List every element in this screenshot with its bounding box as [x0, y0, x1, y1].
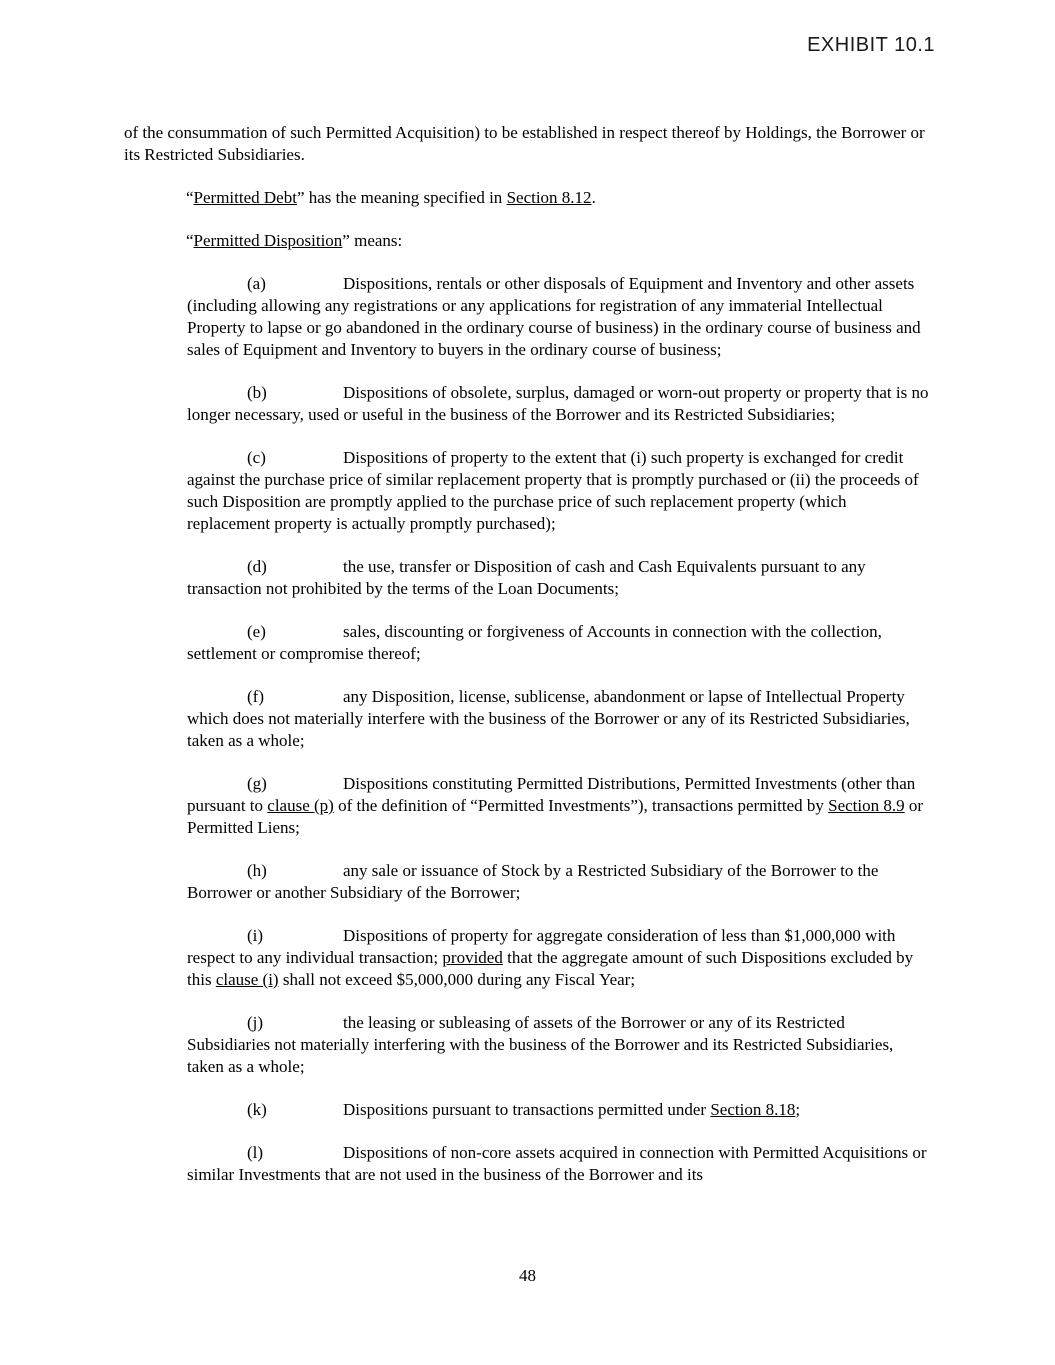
text-run: ; — [795, 1100, 801, 1119]
clause-paragraph — [187, 860, 930, 904]
clause-paragraph — [187, 1012, 930, 1078]
text-run: any sale or issuance of Stock by a Restricted Subsidiary of the Borrower to the Borrower or another Subsidiary of the Borrower; — [187, 861, 879, 902]
underlined-term: Section 8.12 — [506, 188, 592, 207]
clause-label: (a) — [247, 274, 266, 293]
text-run: Dispositions pursuant to transactions permitted under — [343, 1100, 711, 1119]
underlined-term: Permitted Debt — [193, 188, 297, 207]
clause-paragraph — [187, 773, 930, 839]
text-run: any Disposition, license, sublicense, abandonment or lapse of Intellectual Property which does not materially interfere with the business of the Borrower or any of its Restricted Subsidiaries, taken as a whole; — [187, 687, 910, 750]
text-run: Dispositions of obsolete, surplus, damaged or worn-out property or property that is no longer necessary, used or useful in the business of the Borrower and its Restricted Subsidiaries; — [187, 383, 929, 424]
clause-label: (i) — [247, 926, 264, 945]
text-run: the leasing or subleasing of assets of the Borrower or any of its Restricted Subsidiaries not materially interfering with the business of the Borrower and its Restricted Subsidiaries, taken as a whole; — [187, 1013, 894, 1076]
text-run: sales, discounting or forgiveness of Accounts in connection with the collection, settlement or compromise thereof; — [187, 622, 882, 663]
text-run: “ — [186, 231, 194, 250]
text-run: of the consummation of such Permitted Acquisition) to be established in respect thereof by Holdings, the Borrower or its Restricted Subsidiaries. — [124, 123, 925, 164]
clause-label: (h) — [247, 861, 267, 880]
clause-paragraph — [187, 925, 930, 991]
underlined-term: Section 8.18 — [710, 1100, 796, 1119]
clause-paragraph — [187, 1099, 930, 1121]
clause-label: (j) — [247, 1013, 264, 1032]
text-run: shall not exceed $5,000,000 during any Fiscal Year; — [278, 970, 636, 989]
text-run: the use, transfer or Disposition of cash and Cash Equivalents pursuant to any transaction not prohibited by the terms of the Loan Documents; — [187, 557, 866, 598]
underlined-term: Section 8.9 — [828, 796, 905, 815]
clause-paragraph — [187, 556, 930, 600]
clause-label: (b) — [247, 383, 267, 402]
clause-label: (l) — [247, 1143, 264, 1162]
clause-label: (c) — [247, 448, 266, 467]
text-run: or Permitted Liens; — [187, 796, 924, 837]
text-run: ” has the meaning specified in — [296, 188, 507, 207]
text-run: Dispositions of property to the extent that (i) such property is exchanged for credit against the purchase price of similar replacement property that is promptly purchased or (ii) the proceeds of such Disposition are promptly applied to the purchase price of such replacement property (which replacement property is actually promptly purchased); — [187, 448, 919, 533]
document-body — [124, 122, 930, 1207]
clause-paragraph — [187, 447, 930, 535]
clause-label: (k) — [247, 1100, 267, 1119]
clause-paragraph — [187, 686, 930, 752]
text-run: “ — [186, 188, 194, 207]
underlined-term: clause (i) — [215, 970, 279, 989]
text-run: ” means: — [342, 231, 403, 250]
clause-paragraph — [187, 1142, 930, 1186]
clause-label: (g) — [247, 774, 267, 793]
clause-paragraph — [187, 621, 930, 665]
text-run: Dispositions of non-core assets acquired in connection with Permitted Acquisitions or similar Investments that are not used in the business of the Borrower and its — [187, 1143, 927, 1184]
clause-label: (d) — [247, 557, 267, 576]
page-number: 48 — [519, 1266, 536, 1285]
underlined-term: provided — [442, 948, 503, 967]
paragraph — [124, 230, 930, 252]
clause-label: (f) — [247, 687, 264, 706]
text-run: that the aggregate amount of such Dispositions excluded by this — [187, 948, 914, 989]
exhibit-label: EXHIBIT 10.1 — [807, 34, 935, 56]
text-run: Dispositions of property for aggregate consideration of less than $1,000,000 with respect to any individual transaction; — [187, 926, 896, 967]
paragraph — [124, 122, 930, 166]
underlined-term: Permitted Disposition — [193, 231, 343, 250]
clause-paragraph — [187, 273, 930, 361]
clause-paragraph — [187, 382, 930, 426]
underlined-term: clause (p) — [267, 796, 334, 815]
text-run: . — [591, 188, 596, 207]
text-run: Dispositions constituting Permitted Distributions, Permitted Investments (other than pursuant to — [187, 774, 916, 815]
paragraph — [124, 187, 930, 209]
text-run: Dispositions, rentals or other disposals of Equipment and Inventory and other assets (including allowing any registrations or any applications for registration of any immaterial Intellectual Property to lapse or go abandoned in the ordinary course of business) in the ordinary course of business and sales of Equipment and Inventory to buyers in the ordinary course of business; — [187, 274, 921, 359]
text-run: of the definition of “Permitted Investments”), transactions permitted by — [333, 796, 829, 815]
clause-label: (e) — [247, 622, 266, 641]
